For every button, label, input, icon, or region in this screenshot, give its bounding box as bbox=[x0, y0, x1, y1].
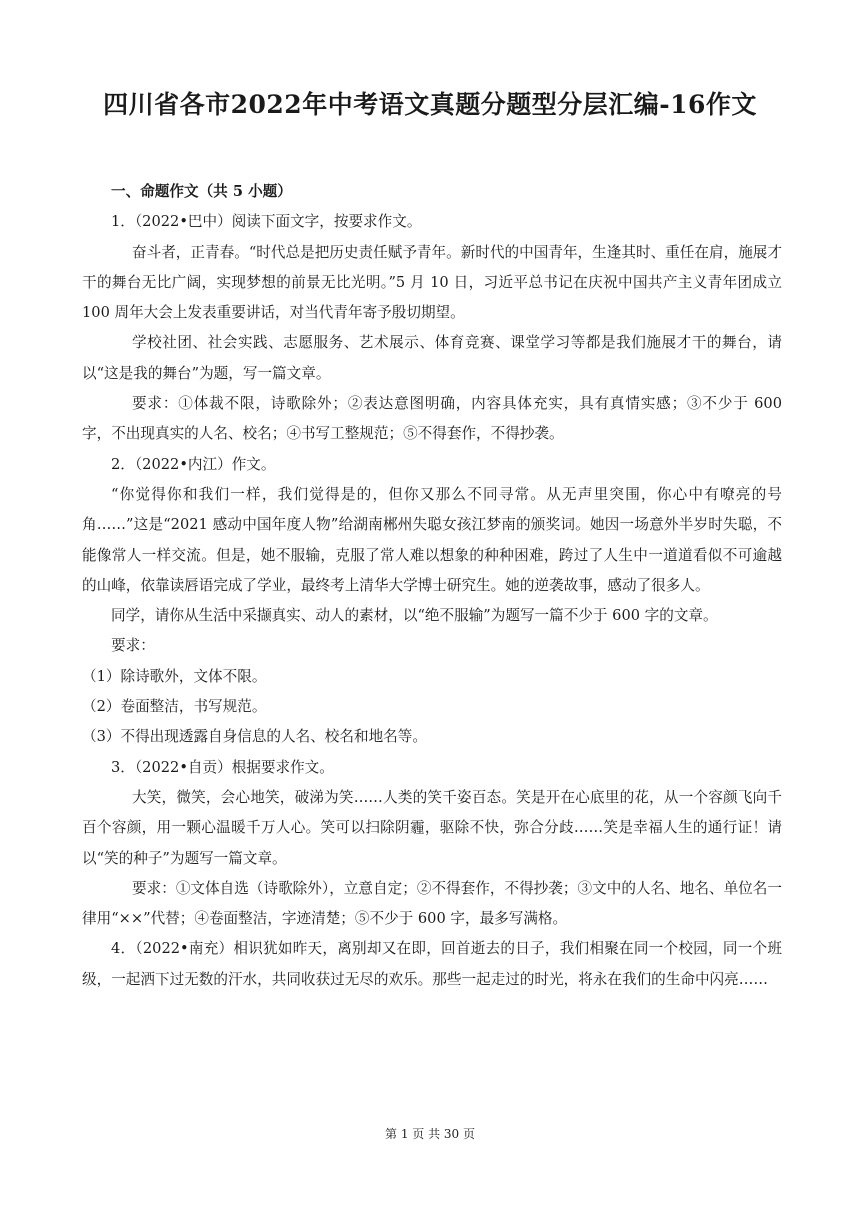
document-body bbox=[82, 177, 782, 995]
question-2-header: 2．（2022•内江）作文。 bbox=[111, 455, 276, 473]
question-1-requirements: 要求：①体裁不限，诗歌除外；②表达意图明确，内容具体充实，具有真情实感；③不少于 600 字，不出现真实的人名、校名；④书写工整规范；⑤不得套作，不得抄袭。 bbox=[82, 395, 782, 443]
question-1-paragraph-1: 奋斗者，正青春。“时代总是把历史责任赋予青年。新时代的中国青年，生逢其时、重任在肩，施展才干的舞台无比广阔，实现梦想的前景无比光明。”5 月 10 日，习近平总书记在庆祝中国共产主义青年团成立 100 周年大会上发表重要讲话，对当代青年寄予殷切期望。 bbox=[82, 243, 782, 322]
question-3-paragraph-1: 大笑，微笑，会心地笑，破涕为笑……人类的笑千姿百态。笑是开在心底里的花，从一个容颜飞向千百个容颜，用一颗心温暖千万人心。笑可以扫除阴霾，驱除不快，弥合分歧……笑是幸福人生的通行证！请以“笑的种子”为题写一篇文章。 bbox=[82, 788, 782, 867]
question-3-requirements: 要求：①文体自选（诗歌除外），立意自定；②不得套作，不得抄袭；③文中的人名、地名、单位名一律用“××”代替；④卷面整洁，字迹清楚；⑤不少于 600 字，最多写满格。 bbox=[82, 879, 782, 928]
question-2-requirement-2: （2）卷面整洁，书写规范。 bbox=[82, 698, 267, 716]
question-2-requirements-label: 要求： bbox=[111, 637, 155, 655]
question-2-paragraph-2: 同学，请你从生活中采撷真实、动人的素材，以“绝不服输”为题写一篇不少于 600 字的文章。 bbox=[111, 607, 718, 625]
question-2-paragraph-1: “你觉得你和我们一样，我们觉得是的，但你又那么不同寻常。从无声里突围，你心中有嘹亮的号角……”这是“2021 感动中国年度人物”给湖南郴州失聪女孩江梦南的颁奖词。她因一场意外半岁时失聪，不能像常人一样交流。但是，她不服输，克服了常人难以想象的种种困难，跨过了人生中一道道看似不可逾越的山峰，依靠读唇语完成了学业，最终考上清华大学博士研究生。她的逆袭故事，感动了很多人。 bbox=[82, 485, 782, 594]
question-1-paragraph-2: 学校社团、社会实践、志愿服务、艺术展示、体育竞赛、课堂学习等都是我们施展才干的舞台，请以“这是我的舞台”为题，写一篇文章。 bbox=[82, 334, 782, 382]
question-1-header: 1．（2022•巴中）阅读下面文字，按要求作文。 bbox=[111, 213, 422, 231]
question-2-requirement-1: （1）除诗歌外，文体不限。 bbox=[82, 667, 267, 685]
question-2-requirement-3: （3）不得出现透露自身信息的人名、校名和地名等。 bbox=[82, 728, 427, 746]
page-footer: 第 1 页 共 30 页 bbox=[385, 1127, 475, 1141]
question-3-header: 3．（2022•自贡）根据要求作文。 bbox=[111, 758, 334, 776]
section-heading: 一、命题作文（共 5 小题） bbox=[111, 183, 292, 200]
document-title: 四川省各市2022年中考语文真题分题型分层汇编-16作文 bbox=[103, 90, 757, 119]
question-4-paragraph-1: 4．（2022•南充）相识犹如昨天，离别却又在即，回首逝去的日子，我们相聚在同一个校园，同一个班级，一起洒下过无数的汗水，共同收获过无尽的欢乐。那些一起走过的时光，将永在我们的生命中闪亮…… bbox=[82, 940, 782, 988]
